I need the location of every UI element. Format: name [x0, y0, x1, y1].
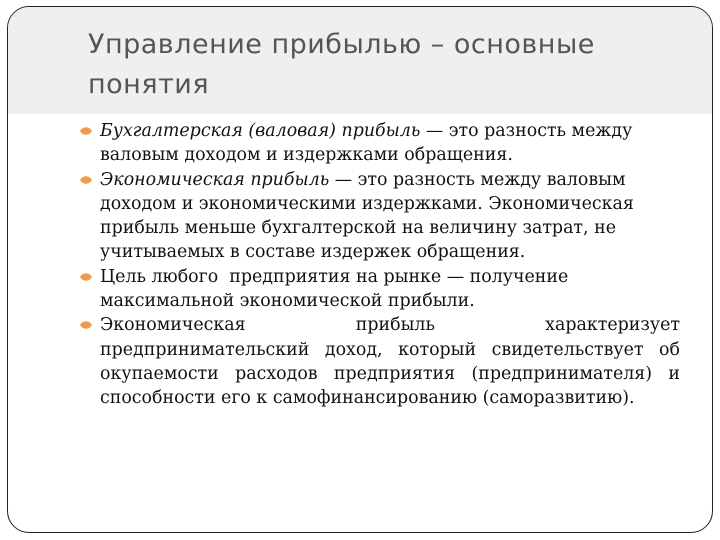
bullet-term: Экономическая прибыль [100, 169, 330, 190]
bullet-item [80, 168, 680, 265]
bullet-item [80, 265, 680, 314]
bullet-text: — это разность между валовым доходом и экономическими издержками. Экономическая прибыль меньше бухгалтерской на величину затрат, не учитываемых в составе издержек обращения. [100, 169, 634, 263]
slide-frame [7, 6, 713, 533]
slide-title: Управление прибылью – основные понятия [88, 29, 595, 100]
bullet-item [80, 119, 680, 168]
bullet-text: Цель любого предприятия на рынке — получение максимальной экономической прибыли. [100, 266, 574, 312]
leaf-bullet-icon [80, 273, 92, 281]
leaf-bullet-icon [80, 321, 92, 329]
leaf-bullet-icon [80, 176, 92, 184]
leaf-bullet-icon [80, 127, 92, 135]
bullet-term: Бухгалтерская (валовая) прибыль [100, 121, 421, 141]
bullet-text: Экономическая прибыль характеризует предпринимательский доход, который свидетельствует об окупаемости расходов предприятия (предпринимателя) и способности его к самофинансированию (саморазвитию). [100, 315, 680, 409]
bullet-list [80, 119, 680, 411]
bullet-item [80, 313, 680, 410]
bullet-text: — это разность между валовым доходом и издержками обращения. [100, 121, 633, 166]
